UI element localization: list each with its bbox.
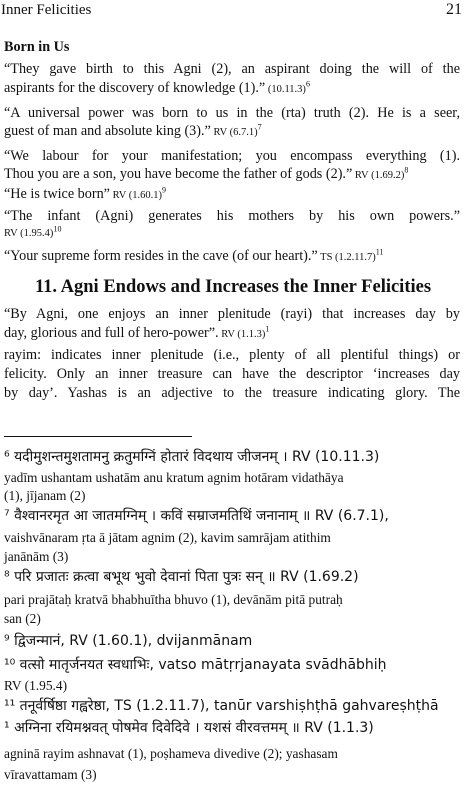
body-line: “Your supreme form resides in the cave (of our heart).” TS $(1.2.11.7)^{11}$ xyxy=(4,247,384,264)
body-line: rayim: indicates inner plenitude (i.e., plenty of all plentiful things) or xyxy=(4,347,460,363)
footnote-line: vīravattamam (3) xyxy=(4,767,97,782)
body-line: RV $(1.95.4)^{10}$ xyxy=(4,224,62,239)
page-header xyxy=(0,0,466,22)
footnote-line: ¹⁰ वत्सो मातृर्जनयत स्वधाभिः, vatso mātṛrjanayata svādhābhiḥ xyxy=(4,657,387,673)
body-line: guest of man and absolute king (3).” RV $(6.7.1)^7$ xyxy=(4,122,262,139)
body-line: “They gave birth to this Agni (2), an aspirant doing the will of the xyxy=(4,61,460,77)
body-line: “The infant (Agni) generates his mothers by his own powers.” xyxy=(4,208,460,224)
footnote-line: yadīm ushantam ushatām anu kratum agnim hotāram vidathāya xyxy=(4,470,344,485)
footnote-line: ⁶ यदीमुशन्तमुशतामनु क्रतुमग्निं होतारं विदथाय जीजनम् । RV (10.11.3) xyxy=(4,449,380,465)
running-title: Inner Felicities xyxy=(1,2,92,18)
footnote-line: ¹¹ तनूर्वर्षिष्ठा गह्वरेष्ठा, TS (1.2.11.7), tanūr varshiṣhṭhā gahvareṣhṭhā xyxy=(4,698,439,714)
body-line: day, glorious and full of hero-power”. RV $(1.1.3)^1$ xyxy=(4,324,270,341)
footnote-line: san (2) xyxy=(4,611,41,626)
footnote-line: ¹ अग्निना रयिमश्नवत् पोषमेव दिवेदिवे । यशसं वीरवत्तमम् ॥ RV (1.1.3) xyxy=(4,720,374,736)
body-line: “He is twice born” RV $(1.60.1)^9$ xyxy=(4,185,167,202)
section-heading-agni-endows: 11. Agni Endows and Increases the Inner Felicities xyxy=(34,277,432,297)
footnote-line: RV (1.95.4) xyxy=(4,678,68,693)
footnote-line: vaishvānaram ṛta ā jātam agnim (2), kavim samrājam atithim xyxy=(4,530,331,545)
body-line: Thou you are a son, you have become the father of gods (2).” RV $(1.69.2)^8$ xyxy=(4,165,409,182)
body-line: “By Agni, one enjoys an inner plenitude (rayi) that increases day by xyxy=(4,306,460,322)
body-line: felicity. Only an inner treasure can have the descriptor ‘increases day xyxy=(4,366,460,382)
body-line: “We labour for your manifestation; you encompass everything (1). xyxy=(4,148,460,164)
section-heading-born-in-us: Born in Us xyxy=(4,39,70,55)
footnote-line: pari prajātaḥ kratvā bhabhuītha bhuvo (1), devānām pitā putraḥ xyxy=(4,592,343,607)
footnote-line: agninā rayim ashnavat (1), poṣhameva divedive (2); yashasam xyxy=(4,746,338,761)
body-line: “A universal power was born to us in the (rta) truth (2). He is a seer, xyxy=(4,105,460,121)
footnote-divider xyxy=(4,436,192,437)
footnote-line: ⁹ द्विजन्मानं, RV (1.60.1), dvijanmānam xyxy=(4,633,253,649)
body-line: by day’. Yashas is an adjective to the treasure indicating glory. The xyxy=(4,385,460,401)
footnote-line: ⁷ वैश्वानरमृत आ जातमग्निम् । कविं सम्राजमतिथिं जनानाम् ॥ RV (6.7.1), xyxy=(4,508,389,524)
footnote-line: (1), jījanam (2) xyxy=(4,488,86,503)
body-line: aspirants for the discovery of knowledge (1).” $(10.11.3)^6$ xyxy=(4,79,310,96)
footnote-line: janānām (3) xyxy=(4,549,69,564)
footnote-line: ⁸ परि प्रजातः क्रत्वा बभूथ भुवो देवानां पिता पुत्रः सन् ॥ RV (1.69.2) xyxy=(4,569,359,585)
page-number: 21 xyxy=(446,1,462,18)
